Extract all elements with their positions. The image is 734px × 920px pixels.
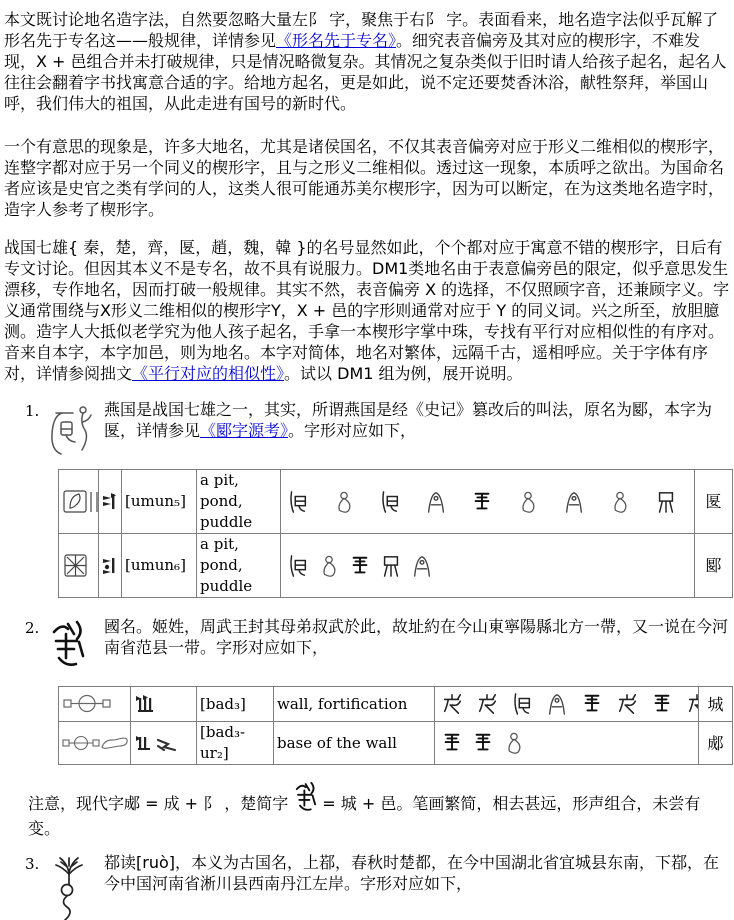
meaning-bad3: wall, fortification bbox=[274, 687, 435, 722]
bronze-script-yan-glyph-icon bbox=[48, 399, 104, 457]
list-item-2-text: 國名。姬姓，周武王封其母弟叔武於此，故址約在今山東寧陽縣北方一帶，又一说在今河南省范县一带。字形对应如下， bbox=[104, 617, 729, 657]
paragraph-phenomenon: 一个有意思的现象是，许多大地名，尤其是诸侯国名，不仅其表音偏旁对应于形义二维相似的楔形字，连整字都对应于另一个同义的楔形字，且与之形义二维相似。透过这一现象，本质呼之欲出。为国命名者应该是史官之类有学问的人，这类人很可能通苏美尔楔形字，因为可以断定，在为这类地名造字时，造字人参考了楔形字。 bbox=[4, 137, 725, 219]
table-row bbox=[59, 470, 733, 534]
ancient-form-glyph-icon bbox=[655, 489, 677, 515]
ancient-form-glyph-icon bbox=[581, 691, 603, 717]
hanzi-cheng: 城 bbox=[699, 687, 733, 722]
cuneiform-umun5-linedrawing-icon bbox=[59, 470, 99, 534]
hanzi-yan4: 郾 bbox=[695, 534, 733, 598]
table-row bbox=[59, 687, 733, 722]
list-item-2 bbox=[4, 616, 731, 674]
paragraph-warring-states-text: 战国七雄{ 秦，楚，齊，匽，趙，魏，韓 }的名号显然如此，个个都对应于寓意不错的楔形字，日后有专文讨论。但因其本义不是专名，故不具有说服力。DM1类地名由于表意偏旁邑的限定，似乎意思发生漂移，专作地名，因而打破一般规律。其实不然，表音偏旁 X 的选择，不仅照顾字音，还兼顾字义。字义通常围绕与X形义二维相似的楔形字Y，X + 邑的字形则通常对应于 Y 的同义词。兴之所至，放胆臆测。造字人大抵似老学究为他人孩子起名，手拿一本楔形字掌中珠，专找有平行对应相似性的有序对。音来自本字，本字加邑，则为地名。本字对简体，地名对繁体，远隔千古，遥相呼应。关于字体有序对，详情参阅拙文 bbox=[4, 238, 730, 383]
ancient-form-glyph-icon bbox=[349, 553, 371, 579]
table-row bbox=[59, 534, 733, 598]
ancient-form-glyph-icon bbox=[441, 730, 463, 756]
cuneiform-umun5-neoassyrian-icon bbox=[99, 470, 122, 534]
list-item-1 bbox=[4, 399, 731, 457]
ancient-form-glyph-icon bbox=[503, 730, 525, 756]
ancient-form-glyph-icon bbox=[425, 489, 447, 515]
link-xingming-xianyu-zhuanming[interactable]: 《形名先于专名》 bbox=[276, 31, 397, 50]
cuneiform-bad3-ur2-neoassyrian-icon bbox=[131, 722, 197, 765]
cuneiform-umun6-linedrawing-icon bbox=[59, 534, 99, 598]
note-pre: 注意，现代字郕 = 成 + 阝 ，楚简字 bbox=[28, 794, 289, 813]
ancient-form-glyph-icon bbox=[379, 489, 401, 515]
link-yan-zi-yuan-kao[interactable]: 《郾字源考》 bbox=[200, 421, 289, 440]
note-line bbox=[4, 778, 731, 839]
ancient-form-glyph-icon bbox=[517, 489, 539, 515]
hanzi-cheng-yi: 郕 bbox=[699, 722, 733, 765]
translit-umun6: [umun₆] bbox=[122, 534, 197, 598]
meaning-bad3-ur2: base of the wall bbox=[274, 722, 435, 765]
meaning-umun6: a pit, pond, puddle bbox=[197, 534, 281, 598]
hanzi-yan3: 匽 bbox=[695, 470, 733, 534]
translit-bad3: [bad₃] bbox=[197, 687, 274, 722]
ancient-form-glyph-icon bbox=[471, 489, 493, 515]
ancient-form-glyph-icon bbox=[411, 553, 433, 579]
ancient-form-glyph-icon bbox=[511, 691, 533, 717]
link-pingxing-duiying[interactable]: 《平行对应的相似性》 bbox=[132, 364, 285, 383]
translit-umun5: [umun₅] bbox=[122, 470, 197, 534]
ancient-form-glyph-icon bbox=[441, 691, 463, 717]
umun-correspondence-table bbox=[58, 469, 733, 598]
paragraph-intro-text-cont: 。细究表音偏旁及其对应的楔形字，不难发现，X + 邑组合并未打破规律，只是情况略微复杂。其情况之复杂类似于旧时请人给孩子起名，起名人往往会翻着字书找寓意合适的字。给地方起名，更是如此，说不定还要焚香沐浴，献牲祭拜，举国山呼，我们伟大的祖国，从此走进有国号的新时代。 bbox=[4, 31, 727, 113]
ancient-form-glyph-icon bbox=[563, 489, 585, 515]
ancient-form-glyph-icon bbox=[616, 691, 638, 717]
ancient-forms-yan4 bbox=[281, 534, 695, 598]
ancient-form-glyph-icon bbox=[380, 553, 402, 579]
paragraph-intro-text: 本文既讨论地名造字法，自然要忽略大量左阝 字，聚焦于右阝 字。表面看来，地名造字法似乎瓦解了形名先于专名这——般规律，详情参见 bbox=[4, 10, 719, 50]
list-item-1-post: 。字形对应如下， bbox=[288, 421, 417, 440]
ancient-form-glyph-icon bbox=[609, 489, 631, 515]
ancient-form-glyph-icon bbox=[472, 730, 494, 756]
paragraph-intro bbox=[4, 9, 731, 114]
ancient-forms-cheng2 bbox=[435, 722, 699, 765]
ancient-form-glyph-icon bbox=[651, 691, 673, 717]
list-item-1-text bbox=[104, 399, 731, 441]
ancient-form-glyph-icon bbox=[476, 691, 498, 717]
list-item-3-text: 鄀读[ruò]，本义为古国名，上鄀，春秋时楚都，在今中国湖北省宜城县东南，下鄀，在今中国河南省淅川县西南丹江左岸。字形对应如下， bbox=[104, 853, 719, 893]
list-number-2: 2. bbox=[25, 619, 40, 637]
paragraph-warring-states bbox=[4, 237, 731, 384]
ancient-form-glyph-icon bbox=[333, 489, 355, 515]
table-row bbox=[59, 722, 733, 765]
ancient-forms-yan bbox=[281, 470, 695, 534]
cuneiform-bad3-ur2-linedrawing-icon bbox=[59, 722, 131, 765]
cuneiform-umun6-neoassyrian-icon bbox=[99, 534, 122, 598]
list-item-1-pre: 燕国是战国七雄之一，其实，所谓燕国是经《史记》篡改后的叫法，原名为郾，本字为匽，详情参见 bbox=[104, 400, 713, 440]
meaning-umun5: a pit, pond, puddle bbox=[197, 470, 281, 534]
cuneiform-bad3-neoassyrian-icon bbox=[131, 687, 197, 722]
note-post: = 城 + 邑。笔画繁简，相去甚远，形声组合，未尝有变。 bbox=[28, 794, 701, 838]
ancient-form-glyph-icon bbox=[318, 553, 340, 579]
translit-bad3-ur2: [bad₃-ur₂] bbox=[197, 722, 274, 765]
ancient-form-glyph-icon bbox=[287, 489, 309, 515]
list-number-1: 1. bbox=[25, 402, 40, 420]
bronze-script-ruo-glyph-icon bbox=[48, 852, 104, 920]
ancient-form-glyph-icon bbox=[686, 691, 699, 717]
list-number-3: 3. bbox=[25, 855, 40, 873]
cuneiform-bad3-linedrawing-icon bbox=[59, 687, 131, 722]
ancient-forms-cheng bbox=[435, 687, 699, 722]
list-item-3 bbox=[4, 852, 731, 920]
chu-script-cheng-yi-glyph-icon bbox=[48, 616, 104, 674]
ancient-form-glyph-icon bbox=[546, 691, 568, 717]
ancient-form-glyph-icon bbox=[287, 553, 309, 579]
paragraph-warring-states-cont: 。试以 DM1 组为例，展开说明。 bbox=[284, 364, 523, 383]
chu-script-cheng-yi-small-glyph-icon bbox=[293, 778, 317, 818]
bad-correspondence-table bbox=[58, 686, 733, 765]
